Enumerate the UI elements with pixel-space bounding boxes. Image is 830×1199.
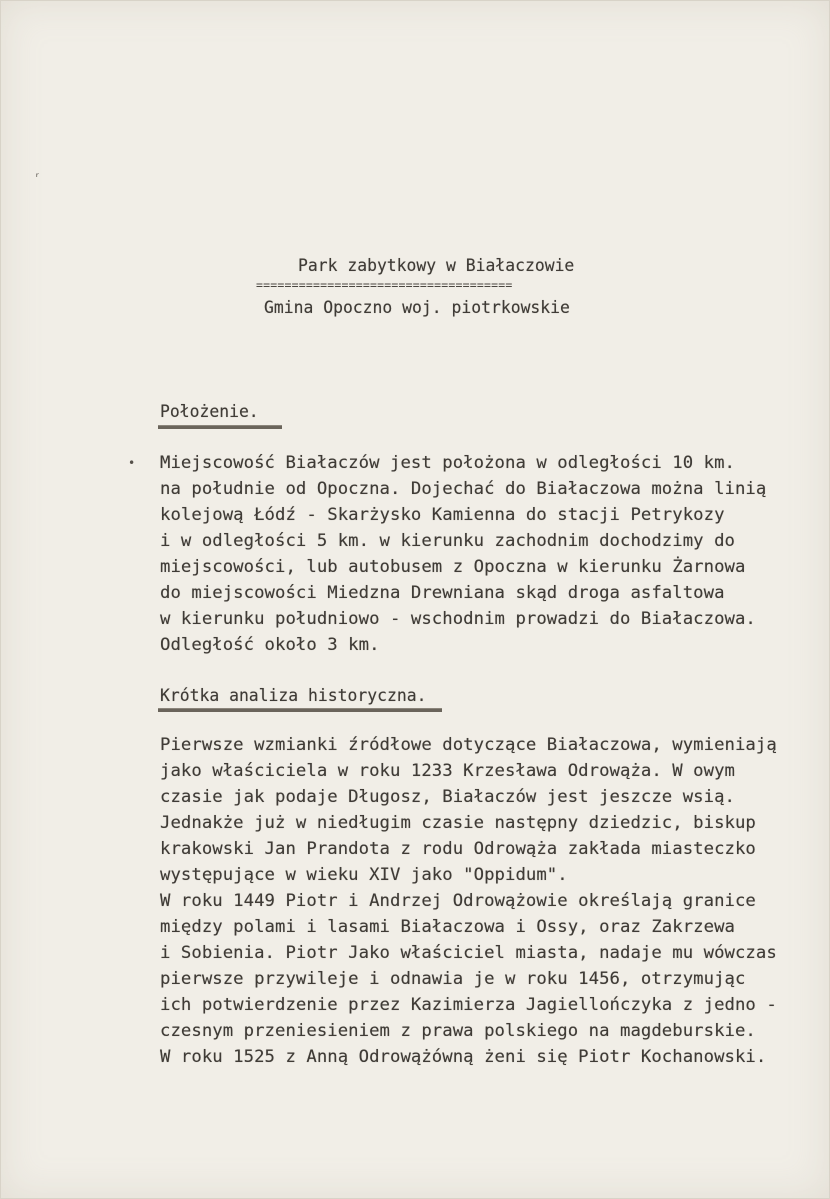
paragraph-line: na południe od Opoczna. Dojechać do Białaczowa można linią	[160, 479, 767, 499]
paragraph-line: do miejscowości Miedzna Drewniana skąd droga asfaltowa	[160, 583, 725, 603]
section-heading-underline	[158, 425, 282, 429]
paragraph-line: czasie jak podaje Długosz, Białaczów jest jeszcze wsią.	[160, 787, 735, 807]
paragraph-line: Miejscowość Białaczów jest położona w odległości 10 km.	[160, 453, 735, 473]
paragraph-line: Odległość około 3 km.	[160, 635, 380, 655]
paragraph-line: jako właściciela w roku 1233 Krzesława Odrowąża. W owym	[160, 761, 735, 781]
paragraph-line: ich potwierdzenie przez Kazimierza Jagiellończyka z jedno -	[160, 995, 777, 1015]
paragraph-line: krakowski Jan Prandota z rodu Odrowąża zakłada miasteczko	[160, 839, 756, 859]
title-rule: ====================================	[256, 278, 513, 292]
paragraph-line: Jednakże już w niedługim czasie następny dziedzic, biskup	[160, 813, 756, 833]
paragraph-line: i w odległości 5 km. w kierunku zachodnim dochodzimy do	[160, 531, 735, 551]
paragraph-line: W roku 1449 Piotr i Andrzej Odrowążowie określają granice	[160, 891, 756, 911]
margin-dot: •	[128, 456, 136, 470]
paragraph-line: występujące w wieku XIV jako "Oppidum".	[160, 865, 568, 885]
section-heading-location: Położenie.	[160, 402, 259, 421]
section-heading-history: Krótka analiza historyczna.	[160, 686, 427, 705]
paragraph-line: między polami i lasami Białaczowa i Ossy, oraz Zakrzewa	[160, 917, 735, 937]
paragraph-line: kolejową Łódź - Skarżysko Kamienna do stacji Petrykozy	[160, 505, 725, 525]
paragraph-line: w kierunku południowo - wschodnim prowadzi do Białaczowa.	[160, 609, 756, 629]
document-title: Park zabytkowy w Białaczowie	[298, 256, 575, 275]
paragraph-line: czesnym przeniesieniem z prawa polskiego na magdeburskie.	[160, 1021, 756, 1041]
section-heading-underline	[158, 708, 442, 712]
paragraph-line: pierwsze przywileje i odnawia je w roku 1456, otrzymując	[160, 969, 746, 989]
paragraph-line: Pierwsze wzmianki źródłowe dotyczące Białaczowa, wymieniają	[160, 735, 777, 755]
margin-mark: ʳ	[34, 170, 42, 184]
document-subtitle: Gmina Opoczno woj. piotrkowskie	[264, 298, 570, 317]
paragraph-line: miejscowości, lub autobusem z Opoczna w kierunku Żarnowa	[160, 557, 746, 577]
paragraph-line: W roku 1525 z Anną Odrowążówną żeni się Piotr Kochanowski.	[160, 1047, 767, 1067]
paragraph-line: i Sobienia. Piotr Jako właściciel miasta, nadaje mu wówczas	[160, 943, 777, 963]
